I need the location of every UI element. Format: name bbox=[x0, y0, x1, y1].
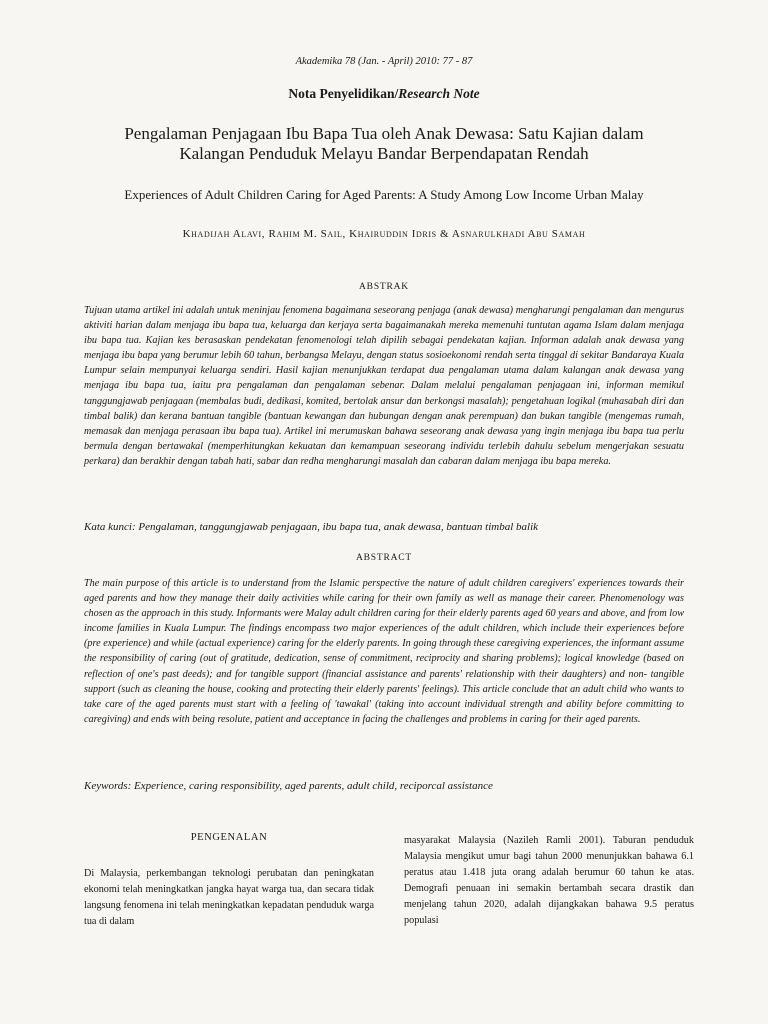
author-list: Khadijah Alavi, Rahim M. Sail, Khairuddin Idris & Asnarulkhadi Abu Samah bbox=[182, 228, 586, 240]
title-line-2: Kalangan Penduduk Melayu Bandar Berpendapatan Rendah bbox=[179, 144, 589, 163]
intro-left-text: Di Malaysia, perkembangan teknologi perubatan dan peningkatan ekonomi telah meningkatkan jangka hayat warga tua, dan secara tidak langsung fenomena ini telah meningkatkan kepadatan penduduk warga tua di dalam bbox=[84, 868, 374, 927]
intro-heading: PENGENALAN bbox=[190, 832, 268, 843]
abstrak-body: Tujuan utama artikel ini adalah untuk meninjau fenomena bagaimana seseorang penjaga (anak dewasa) mengharungi pengalaman dan mengurus aktiviti harian dalam menjaga ibu bapa tua, keluarga dan kerjaya serta bagaimanakah mereka memenuhi tuntutan agama Islam dalam menjaga ibu bapa tua. Kajian kes berasaskan pendekatan fenomenologi telah dipilih sebagai pendekatan kajian. Informan adalah anak dewasa yang menjaga ibu bapa yang berumur lebih 60 tahun, berbangsa Melayu, dengan status sosioekonomi rendah serta tinggal di sekitar Bandaraya Kuala Lumpur selain mempunyai keluarga sendiri. Hasil kajian menunjukkan terdapat dua pengalaman utama dalam kalangan anak dewasa yang menjaga ibu bapa tua, iaitu pra pengalaman dan pengalaman sebenar. Dalam melalui pengalaman penjagaan ini, informan memikul tanggungjawab penjagaan (membalas budi, dedikasi, komited, bertolak ansur dan berkongsi masalah); pengetahuan logikal (muhasabah diri dan timbal balik) dan kerana bantuan tangible (bantuan kewangan dan hubungan dengan anak perempuan) dan bukan tangible (mengemas rumah, memasak dan menjaga perasaan ibu bapa tua). Artikel ini merumuskan bahawa seseorang anak dewasa yang ingin menjaga ibu bapa tua perlu bermula dengan bertawakal (memperhitungkan kekuatan dan kemampuan seseorang individu terlebih dahulu sebelum mengerjakan sesuatu perkara) dan berakhir dengan tabah hati, sabar dan redha mengharungi masalah dan cabaran dalam menjaga ibu bapa mereka. bbox=[84, 305, 684, 467]
title-line-1: Pengalaman Penjagaan Ibu Bapa Tua oleh Anak Dewasa: Satu Kajian dalam bbox=[124, 124, 644, 143]
abstract-heading: ABSTRACT bbox=[355, 553, 413, 563]
journal-citation: Akademika 78 (Jan. - April) 2010: 77 - 87 bbox=[295, 56, 473, 67]
intro-right-text: masyarakat Malaysia (Nazileh Ramli 2001). Taburan penduduk Malaysia mengikut umur bagi tahun 2000 menunjukkan bahawa 6.1 peratus atau 1.418 juta orang adalah berumur 60 tahun ke atas. Demografi penuaan ini semakin bertambah secara drastik dan menjelang tahun 2020, adalah dijangkakan bahawa 9.5 peratus populasi bbox=[404, 835, 694, 926]
intro-left-column bbox=[84, 830, 374, 930]
abstrak-heading: ABSTRAK bbox=[359, 282, 409, 292]
note-label bbox=[0, 86, 768, 102]
kata-kunci: Kata kunci: Pengalaman, tanggungjawab penjagaan, ibu bapa tua, anak dewasa, bantuan timbal balik bbox=[84, 521, 539, 533]
note-label-malay: Nota Penyelidikan/ bbox=[288, 86, 399, 101]
paper-title bbox=[96, 124, 672, 164]
abstract-body: The main purpose of this article is to understand from the Islamic perspective the nature of adult children caregivers' experiences towards their aged parents and how they manage their daily activities while caring for their own family as well as manage their career. Phenomenology was chosen as the approach in this study. Informants were Malay adult children caring for their elderly parents aged 60 years and above, and from low income families in Kuala Lumpur. The findings encompass two major experiences of the adult children, which include their experiences before (pre experience) and while (actual experience) caring for the elderly parents. In going through these caregiving experiences, the informant assume the responsibility of caring (out of gratitude, dedication, sense of commitment, reciprocity and sharing problems); logical knowledge (based on reflection of one's past deeds); and for tangible support (financial assistance and parents' relationship with their daughters) and non- tangible support (such as cleaning the house, cooking and protecting their elderly parents' feelings). This article conclude that an adult child who wants to take care of the aged parents must start with a feeling of 'tawakal' (taking into account individual strength and ability before committing to caregiving) and ends with being resolute, patient and acceptance in facing the challenges and problems in caring for their aged parents. bbox=[84, 578, 684, 725]
intro-right-column bbox=[404, 833, 694, 929]
note-label-english: Research Note bbox=[398, 86, 480, 101]
keywords: Keywords: Experience, caring responsibility, aged parents, adult child, reciporcal assistance bbox=[84, 780, 493, 792]
english-title: Experiences of Adult Children Caring for Aged Parents: A Study Among Low Income Urban Malay bbox=[124, 187, 644, 202]
